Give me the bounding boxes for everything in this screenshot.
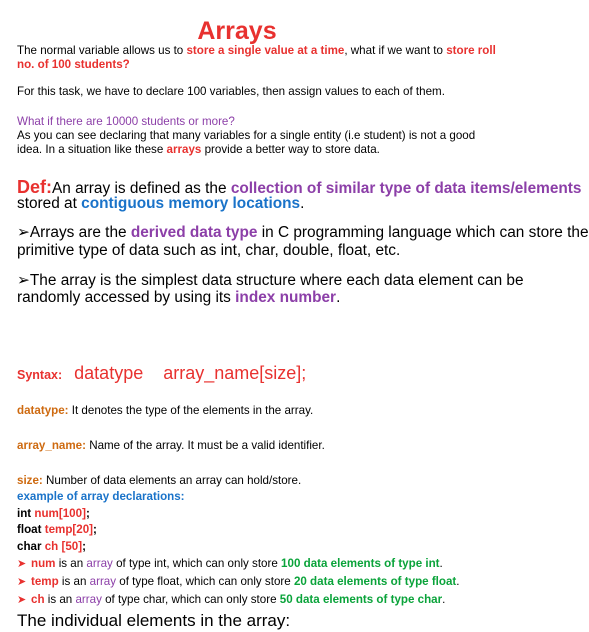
intro-line-6: idea. In a situation like these arrays provide a better way to store data.: [17, 143, 380, 156]
size-description: size: Number of data elements an array can hold/store.: [17, 474, 302, 487]
page-title: Arrays: [197, 17, 277, 45]
intro-line-5: As you can see declaring that many variables for a single entity (i.e student) is not a good: [17, 129, 476, 142]
intro-line-1: The normal variable allows us to store a single value at a time, what if we want to store roll: [17, 44, 496, 57]
datatype-description: datatype: It denotes the type of the elements in the array.: [17, 404, 314, 417]
intro-line-2: no. of 100 students?: [17, 58, 130, 71]
array-name-description: array_name: Name of the array. It must be a valid identifier.: [17, 439, 325, 452]
list-item: ➤ temp is an array of type float, which can only store 20 data elements of type float.: [17, 575, 460, 588]
definition-label: Def:: [17, 177, 52, 197]
point-2-line-2: randomly accessed by using its index number.: [17, 289, 341, 306]
definition-line-1: Def:An array is defined as the collection of similar type of data items/elements: [17, 177, 582, 197]
syntax-line: Syntax: datatype array_name[size];: [17, 363, 307, 383]
arrow-bullet-icon: ➢: [17, 224, 30, 241]
section-heading: The individual elements in the array:: [17, 611, 291, 630]
list-item: ➤ num is an array of type int, which can only store 100 data elements of type int.: [17, 557, 443, 570]
example-declaration-1: int num[100];: [17, 507, 90, 520]
point-2-line-1: ➢The array is the simplest data structure where each data element can be: [17, 272, 524, 289]
example-declaration-3: char ch [50];: [17, 540, 86, 553]
intro-line-3: For this task, we have to declare 100 variables, then assign values to each of them.: [17, 85, 445, 98]
triangle-bullet-icon: ➤: [17, 594, 27, 606]
point-1-line-1: ➢Arrays are the derived data type in C programming language which can store the: [17, 224, 589, 241]
definition-line-2: stored at contiguous memory locations.: [17, 195, 305, 212]
triangle-bullet-icon: ➤: [17, 558, 27, 570]
intro-question: What if there are 10000 students or more?: [17, 115, 235, 128]
point-1-line-2: primitive type of data such as int, char, double, float, etc.: [17, 242, 401, 259]
arrow-bullet-icon: ➢: [17, 272, 30, 289]
list-item: ➤ ch is an array of type char, which can only store 50 data elements of type char.: [17, 593, 446, 606]
example-declaration-2: float temp[20];: [17, 523, 97, 536]
triangle-bullet-icon: ➤: [17, 576, 27, 588]
examples-heading: example of array declarations:: [17, 490, 185, 503]
syntax-label: Syntax:: [17, 368, 63, 382]
